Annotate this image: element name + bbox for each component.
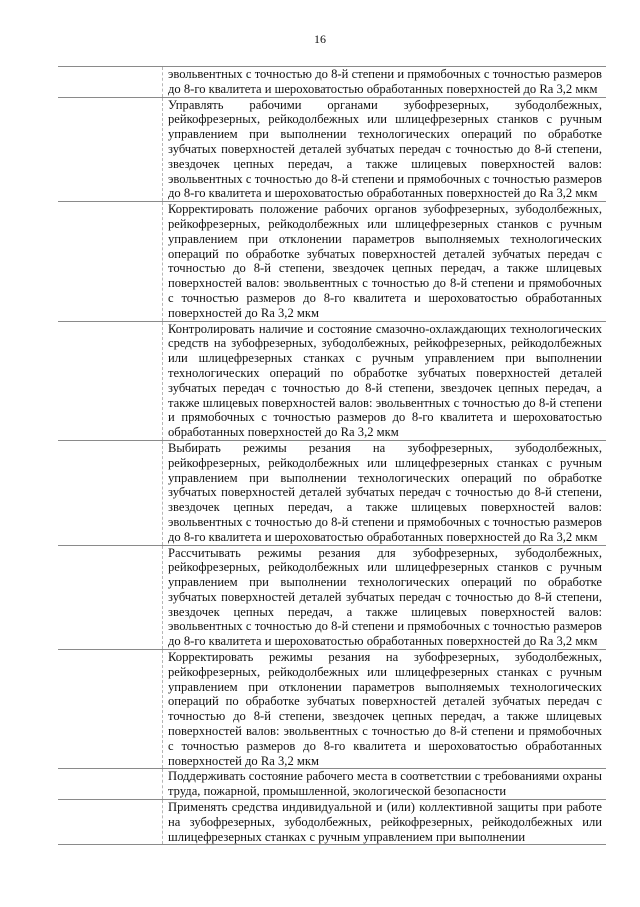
skill-text: Выбирать режимы резания на зубофрезерных, зубодолбежных, рейкофрезерных, рейкодолбежных или шлицефрезерных станках с ручным управлением при выполнении технологических операций по обработке зубчатых поверхностей деталей зубчатых передач с точностью до 8-й степени, звездочек цепных передач, а также шлицевых поверхностей валов: эвольвентных с точностью до 8-й степени и прямобочных с точностью размеров до 8-го квалитета и шероховатостью обработанных поверхностей до Ra 3,2 мкм bbox=[168, 440, 602, 544]
skill-text: Корректировать положение рабочих органов зубофрезерных, зубодолбежных, рейкофрезерных, рейкодолбежных или шлицефрезерных станков с ручным управлением при отклонении параметров выполняемых технологических операций по обработке зубчатых поверхностей деталей зубчатых передач с точностью до 8-й степени, звездочек цепных передач, а также шлицевых поверхностей валов: эвольвентных с точностью до 8-й степени и прямобочных с точностью размеров до 8-го квалитета и шероховатостью обработанных поверхностей до Ra 3,2 мкм bbox=[168, 202, 602, 320]
table-row bbox=[58, 67, 606, 98]
skill-text: Поддерживать состояние рабочего места в соответствии с требованиями охраны труда, пожарной, промышленной, экологической безопасности bbox=[168, 769, 602, 799]
skills-table bbox=[58, 66, 606, 845]
left-column-cell bbox=[58, 97, 163, 202]
table-row bbox=[58, 800, 606, 845]
skill-text: Контролировать наличие и состояние смазочно-охлаждающих технологических средств на зубофрезерных, зубодолбежных, рейкофрезерных, рейкодолбежных или шлицефрезерных станках с ручным управлением при выполнении технологических операций по обработке зубчатых поверхностей деталей зубчатых передач с точностью до 8-й степени, звездочек цепных передач, а также шлицевых поверхностей валов: эвольвентных с точностью до 8-й степени и прямобочных с точностью размеров до 8-го квалитета и шероховатостью обработанных поверхностей до Ra 3,2 мкм bbox=[168, 321, 602, 440]
skill-text: Рассчитывать режимы резания для зубофрезерных, зубодолбежных, рейкофрезерных, рейкодолбежных или шлицефрезерных станков с ручным управлением при выполнении технологических операций по обработке зубчатых поверхностей деталей зубчатых передач с точностью до 8-й степени, звездочек цепных передач, а также шлицевых поверхностей валов: эвольвентных с точностью до 8-й степени и прямобочных с точностью размеров до 8-го квалитета и шероховатостью обработанных поверхностей до Ra 3,2 мкм bbox=[168, 545, 602, 649]
left-column-cell bbox=[58, 67, 163, 98]
skill-text: эвольвентных с точностью до 8-й степени и прямобочных с точностью размеров до 8-го квалитета и шероховатостью обработанных поверхностей до Ra 3,2 мкм bbox=[168, 67, 602, 96]
table-row bbox=[58, 769, 606, 800]
table-row bbox=[58, 97, 606, 202]
skill-text: Управлять рабочими органами зубофрезерных, зубодолбежных, рейкофрезерных, рейкодолбежных или шлицефрезерных станков с ручным управлением при выполнении технологических операций по обработке зубчатых поверхностей деталей зубчатых передач с точностью до 8-й степени, звездочек цепных передач, а также шлицевых поверхностей валов: эвольвентных с точностью до 8-й степени и прямобочных с точностью размеров до 8-го квалитета и шероховатостью обработанных поверхностей до Ra 3,2 мкм bbox=[168, 97, 602, 201]
left-column-cell bbox=[58, 800, 163, 845]
left-column-cell bbox=[58, 440, 163, 545]
left-column-cell bbox=[58, 769, 163, 800]
table-row bbox=[58, 545, 606, 650]
table-row bbox=[58, 202, 606, 321]
left-column-cell bbox=[58, 650, 163, 769]
left-column-cell bbox=[58, 202, 163, 321]
left-column-cell bbox=[58, 321, 163, 440]
table-row bbox=[58, 650, 606, 769]
left-column-cell bbox=[58, 545, 163, 650]
table-row bbox=[58, 321, 606, 440]
page-number: 16 bbox=[314, 32, 326, 46]
skill-text: Применять средства индивидуальной и (или) коллективной защиты при работе на зубофрезерных, зубодолбежных, рейкофрезерных, рейкодолбежных или шлицефрезерных станках с ручным управлением при выполнении bbox=[168, 800, 602, 844]
table-row bbox=[58, 440, 606, 545]
skill-text: Корректировать режимы резания на зубофрезерных, зубодолбежных, рейкофрезерных, рейкодолбежных или шлицефрезерных станках с ручным управлением при отклонении параметров выполняемых технологических операций по обработке зубчатых поверхностей деталей зубчатых передач с точностью до 8-й степени, звездочек цепных передач, а также шлицевых поверхностей валов: эвольвентных с точностью до 8-й степени и прямобочных с точностью размеров до 8-го квалитета и шероховатостью обработанных поверхностей до Ra 3,2 мкм bbox=[168, 650, 602, 768]
